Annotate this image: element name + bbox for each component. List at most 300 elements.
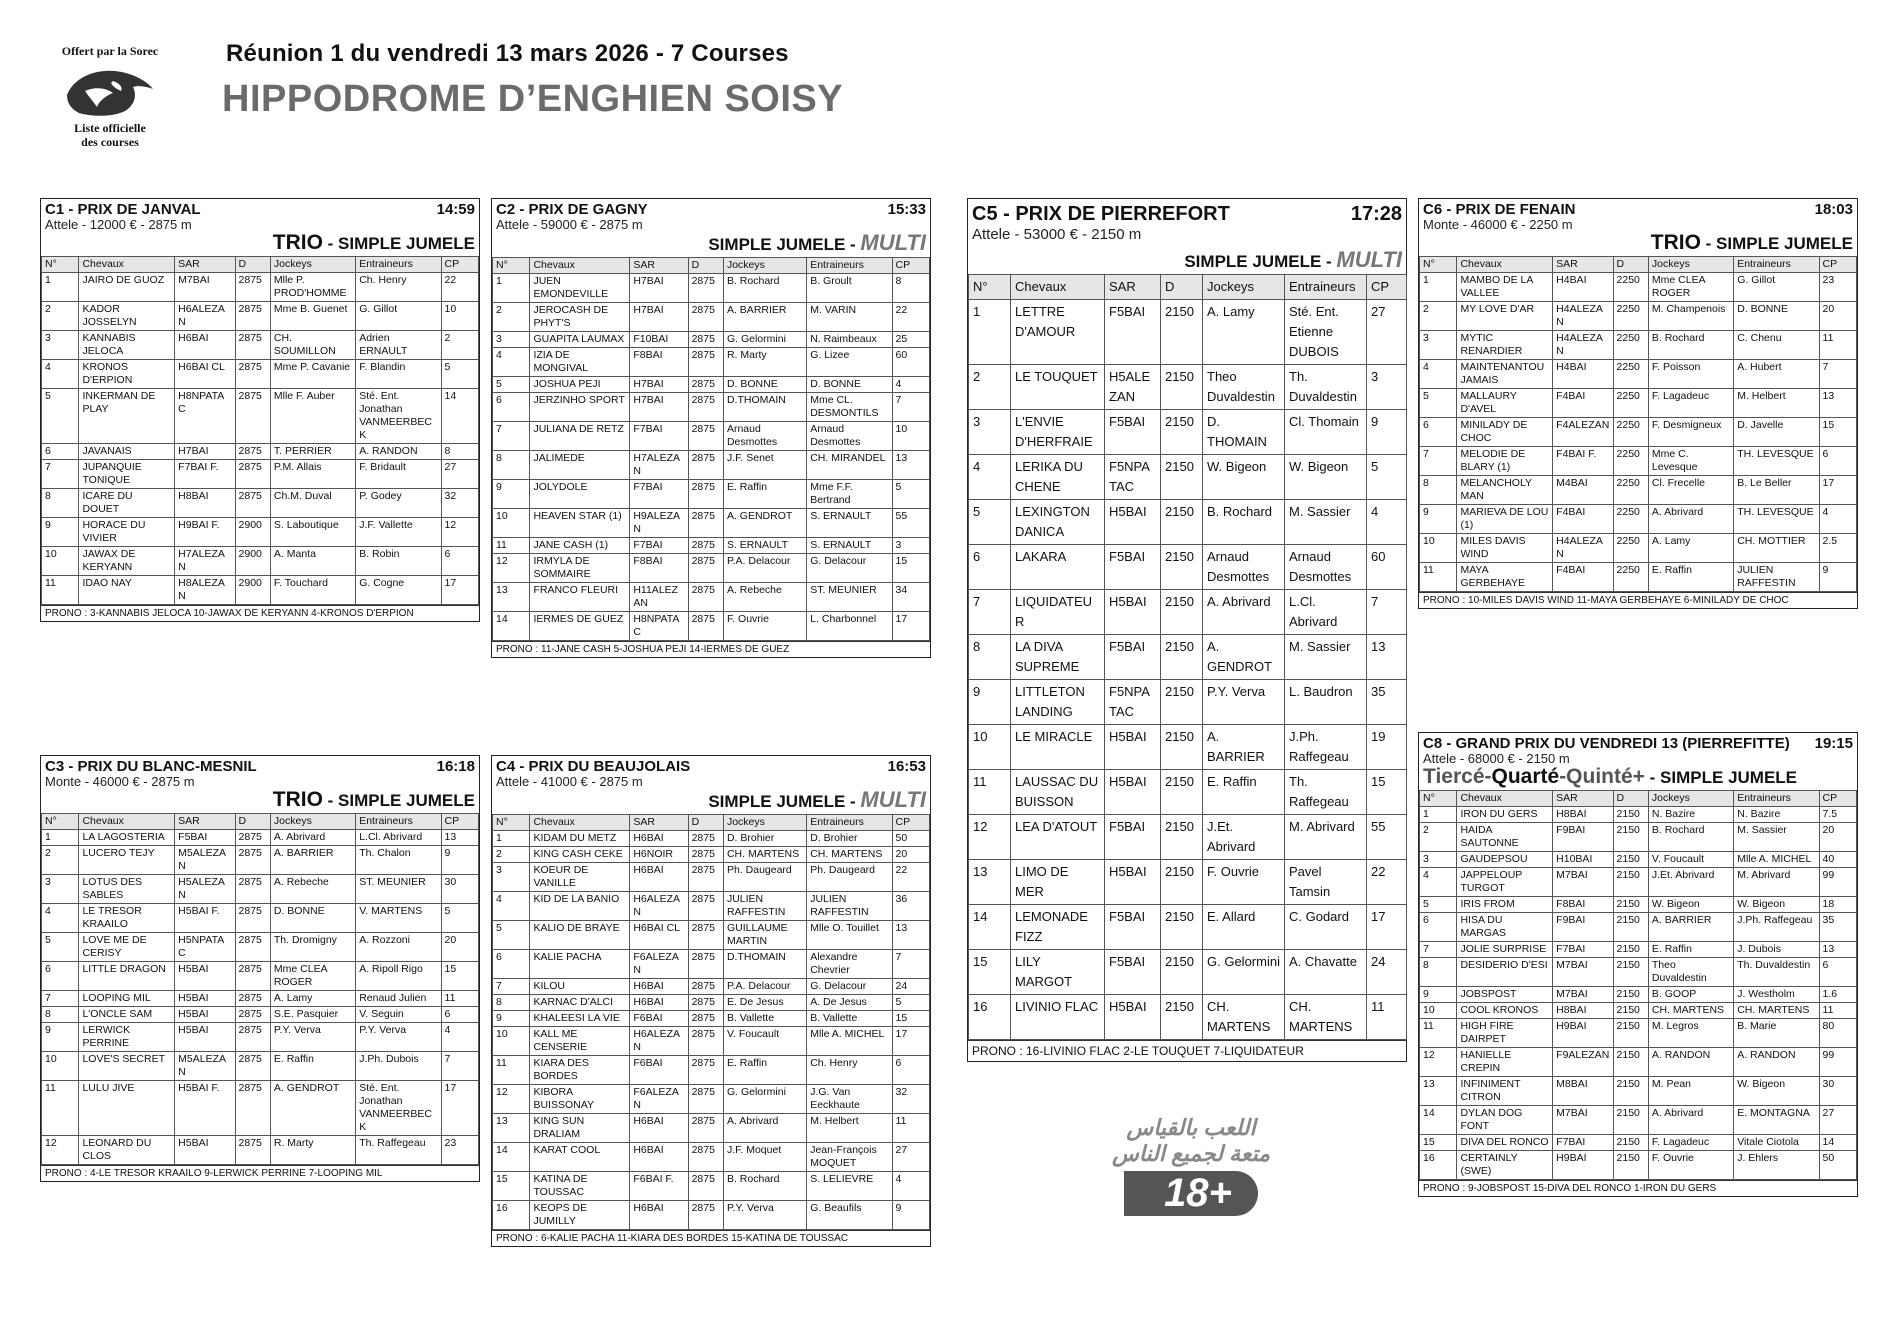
cell-horse: KRONOS D'ERPION xyxy=(79,360,175,389)
cell-sar: H6BAI xyxy=(630,1201,688,1230)
cell-jockey: A. Abrivard xyxy=(1203,590,1285,635)
cell-horse: KIBORA BUISSONAY xyxy=(530,1085,630,1114)
table-body xyxy=(493,831,930,1230)
cell-num: 12 xyxy=(1420,1048,1457,1077)
cell-trainer: Arnaud Desmottes xyxy=(1285,545,1367,590)
cell-cp: 20 xyxy=(441,933,478,962)
race-card-c1 xyxy=(40,198,480,622)
cell-num: 1 xyxy=(1420,273,1457,302)
cell-dist: 2875 xyxy=(688,921,723,950)
cell-num: 1 xyxy=(1420,807,1457,823)
cell-jockey: Mlle F. Auber xyxy=(270,389,355,444)
cell-sar: H6BAI xyxy=(175,331,235,360)
logo-bottom-text-2: des courses xyxy=(81,135,139,149)
cell-horse: L'ENVIE D'HERFRAIE xyxy=(1011,410,1105,455)
cell-jockey: G. Gelormini xyxy=(723,332,806,348)
cell-jockey: F. Ouvrie xyxy=(1648,1151,1733,1180)
cell-horse: DIVA DEL RONCO xyxy=(1457,1135,1553,1151)
cell-num: 3 xyxy=(42,331,79,360)
col-header-dist: D xyxy=(235,257,270,273)
cell-trainer: Sté. Ent. Etienne DUBOIS xyxy=(1285,300,1367,365)
cell-sar: H6BAI xyxy=(630,995,688,1011)
race-card-c8 xyxy=(1418,732,1858,1197)
cell-trainer: J.F. Vallette xyxy=(356,518,441,547)
cell-cp: 22 xyxy=(892,303,929,332)
cell-num: 7 xyxy=(493,422,530,451)
cell-cp: 17 xyxy=(892,612,929,641)
cell-horse: MELANCHOLY MAN xyxy=(1457,476,1553,505)
cell-sar: H4ALEZAN xyxy=(1553,534,1613,563)
cell-horse: LOVE ME DE CERISY xyxy=(79,933,175,962)
cell-jockey: Mme CLEA ROGER xyxy=(270,962,355,991)
cell-horse: MINILADY DE CHOC xyxy=(1457,418,1553,447)
cell-horse: KALL ME CENSERIE xyxy=(530,1027,630,1056)
cell-cp: 15 xyxy=(1819,418,1856,447)
cell-sar: H4ALEZAN xyxy=(1553,302,1613,331)
cell-cp: 13 xyxy=(1367,635,1407,680)
cell-dist: 2900 xyxy=(235,518,270,547)
cell-jockey: R. Marty xyxy=(723,348,806,377)
cell-horse: JANE CASH (1) xyxy=(530,538,630,554)
cell-sar: H6ALEZAN xyxy=(175,302,235,331)
cell-jockey: D.THOMAIN xyxy=(723,950,806,979)
cell-dist: 2150 xyxy=(1161,680,1203,725)
cell-cp: 55 xyxy=(892,509,929,538)
cell-sar: F5NPATAC xyxy=(1105,680,1161,725)
bet-main: SIMPLE JUMELE - xyxy=(708,792,861,811)
cell-trainer: C. Godard xyxy=(1285,905,1367,950)
cell-sar: F8BAI xyxy=(630,554,688,583)
cell-num: 6 xyxy=(493,950,530,979)
table-row xyxy=(493,1011,930,1027)
cell-horse: KIARA DES BORDES xyxy=(530,1056,630,1085)
cell-cp: 80 xyxy=(1819,1019,1856,1048)
cell-horse: IDAO NAY xyxy=(79,576,175,605)
cell-horse: JAVANAIS xyxy=(79,444,175,460)
bet-main: TRIO xyxy=(272,231,323,254)
cell-num: 11 xyxy=(42,1081,79,1136)
table-row xyxy=(1420,897,1857,913)
cell-trainer: Sté. Ent. Jonathan VANMEERBECK xyxy=(356,1081,441,1136)
table-row xyxy=(493,1201,930,1230)
cell-jockey: W. Bigeon xyxy=(1203,455,1285,500)
cell-num: 10 xyxy=(1420,1003,1457,1019)
cell-trainer: Adrien ERNAULT xyxy=(356,331,441,360)
cell-trainer: F. Blandin xyxy=(356,360,441,389)
cell-sar: H4BAI xyxy=(1553,360,1613,389)
cell-dist: 2250 xyxy=(1613,418,1648,447)
cell-jockey: A. GENDROT xyxy=(1203,635,1285,680)
cell-horse: MARIEVA DE LOU (1) xyxy=(1457,505,1553,534)
cell-dist: 2150 xyxy=(1613,1151,1648,1180)
cell-horse: LEMONADE FIZZ xyxy=(1011,905,1105,950)
col-header-sar: SAR xyxy=(1553,257,1613,273)
cell-trainer: A. Rozzoni xyxy=(356,933,441,962)
cell-num: 13 xyxy=(493,1114,530,1143)
race-time: 18:03 xyxy=(1814,201,1853,218)
cell-trainer: N. Bazire xyxy=(1734,807,1819,823)
cell-num: 2 xyxy=(1420,823,1457,852)
logo-bottom-text-1: Liste officielle xyxy=(74,121,146,135)
table-row xyxy=(493,979,930,995)
cell-trainer: B. Le Beller xyxy=(1734,476,1819,505)
cell-horse: JEROCASH DE PHYT'S xyxy=(530,303,630,332)
cell-sar: H7BAI xyxy=(630,303,688,332)
cell-dist: 2875 xyxy=(688,1114,723,1143)
cell-horse: KALIO DE BRAYE xyxy=(530,921,630,950)
cell-dist: 2875 xyxy=(688,612,723,641)
cell-jockey: M. Pean xyxy=(1648,1077,1733,1106)
table-row xyxy=(969,365,1407,410)
table-row xyxy=(493,554,930,583)
cell-cp: 60 xyxy=(892,348,929,377)
cell-cp: 27 xyxy=(441,460,478,489)
cell-dist: 2875 xyxy=(688,847,723,863)
cell-horse: JALIMEDE xyxy=(530,451,630,480)
cell-dist: 2150 xyxy=(1613,1077,1648,1106)
prono: PRONO : 6-KALIE PACHA 11-KIARA DES BORDES 15-KATINA DE TOUSSAC xyxy=(492,1230,930,1246)
table-row xyxy=(42,1081,479,1136)
cell-trainer: G. Beaufils xyxy=(807,1201,892,1230)
table-row xyxy=(969,725,1407,770)
cell-trainer: G. Gillot xyxy=(356,302,441,331)
table-row xyxy=(493,831,930,847)
cell-horse: ICARE DU DOUET xyxy=(79,489,175,518)
cell-horse: MELODIE DE BLARY (1) xyxy=(1457,447,1553,476)
cell-dist: 2875 xyxy=(688,950,723,979)
cell-horse: LETTRE D'AMOUR xyxy=(1011,300,1105,365)
cell-cp: 17 xyxy=(892,1027,929,1056)
table-row xyxy=(493,1027,930,1056)
cell-horse: JUPANQUIE TONIQUE xyxy=(79,460,175,489)
cell-num: 9 xyxy=(1420,987,1457,1003)
cell-dist: 2150 xyxy=(1613,1106,1648,1135)
cell-jockey: A. Lamy xyxy=(1648,534,1733,563)
cell-horse: DYLAN DOG FONT xyxy=(1457,1106,1553,1135)
cell-jockey: B. Rochard xyxy=(1648,823,1733,852)
cell-dist: 2875 xyxy=(688,979,723,995)
cell-jockey: B. Rochard xyxy=(723,274,806,303)
cell-sar: H6BAI xyxy=(630,979,688,995)
cell-sar: F6BAI xyxy=(630,1011,688,1027)
cell-jockey: B. Rochard xyxy=(1648,331,1733,360)
cell-cp: 35 xyxy=(1819,913,1856,942)
col-header-trainer: Entraineurs xyxy=(1285,275,1367,300)
cell-num: 10 xyxy=(42,1052,79,1081)
col-header-trainer: Entraineurs xyxy=(807,815,892,831)
cell-dist: 2875 xyxy=(688,1201,723,1230)
cell-cp: 7 xyxy=(892,950,929,979)
table-row xyxy=(493,422,930,451)
cell-cp: 5 xyxy=(892,995,929,1011)
cell-num: 1 xyxy=(493,274,530,303)
cell-dist: 2150 xyxy=(1613,807,1648,823)
cell-cp: 20 xyxy=(1819,823,1856,852)
cell-jockey: P.Y. Verva xyxy=(270,1023,355,1052)
cell-jockey: T. PERRIER xyxy=(270,444,355,460)
cell-num: 13 xyxy=(1420,1077,1457,1106)
cell-jockey: B. GOOP xyxy=(1648,987,1733,1003)
cell-dist: 2875 xyxy=(235,962,270,991)
cell-num: 10 xyxy=(42,547,79,576)
cell-dist: 2875 xyxy=(235,830,270,846)
cell-sar: H9BAI F. xyxy=(175,518,235,547)
cell-trainer: Ch. Henry xyxy=(807,1056,892,1085)
cell-dist: 2875 xyxy=(688,393,723,422)
bet-types xyxy=(1423,232,1853,256)
cell-sar: H8ALEZAN xyxy=(175,576,235,605)
cell-jockey: Mme B. Guenet xyxy=(270,302,355,331)
cell-cp: 15 xyxy=(892,1011,929,1027)
race-title: C1 - PRIX DE JANVAL xyxy=(45,201,201,218)
race-card-c5 xyxy=(967,198,1407,1062)
table-row xyxy=(42,460,479,489)
race-card-c3 xyxy=(40,755,480,1182)
cell-trainer: M. Sassier xyxy=(1285,635,1367,680)
cell-trainer: CH. MARTENS xyxy=(1734,1003,1819,1019)
cell-sar: F7BAI xyxy=(1553,942,1613,958)
race-time: 16:18 xyxy=(436,758,475,775)
cell-jockey: J.F. Moquet xyxy=(723,1143,806,1172)
cell-num: 4 xyxy=(493,348,530,377)
race-title: C5 - PRIX DE PIERREFORT xyxy=(972,203,1230,225)
cell-jockey: F. Poisson xyxy=(1648,360,1733,389)
cell-dist: 2250 xyxy=(1613,476,1648,505)
cell-dist: 2150 xyxy=(1161,860,1203,905)
cell-dist: 2150 xyxy=(1613,942,1648,958)
cell-sar: H5BAI xyxy=(1105,770,1161,815)
cell-dist: 2875 xyxy=(235,846,270,875)
table-row xyxy=(1420,823,1857,852)
cell-num: 1 xyxy=(969,300,1011,365)
cell-jockey: P.M. Allais xyxy=(270,460,355,489)
cell-cp: 11 xyxy=(892,1114,929,1143)
table-row xyxy=(969,770,1407,815)
table-row xyxy=(42,1136,479,1165)
cell-dist: 2875 xyxy=(688,831,723,847)
cell-trainer: CH. MARTENS xyxy=(807,847,892,863)
cell-trainer: V. Seguin xyxy=(356,1007,441,1023)
cell-dist: 2150 xyxy=(1161,905,1203,950)
cell-trainer: TH. LEVESQUE xyxy=(1734,505,1819,534)
table-row xyxy=(1420,273,1857,302)
cell-num: 3 xyxy=(493,863,530,892)
cell-sar: F4BAI xyxy=(1553,389,1613,418)
cell-cp: 27 xyxy=(892,1143,929,1172)
cell-cp: 11 xyxy=(1367,995,1407,1040)
cell-cp: 9 xyxy=(1819,563,1856,592)
cell-sar: H6BAI CL xyxy=(175,360,235,389)
cell-trainer: N. Raimbeaux xyxy=(807,332,892,348)
cell-num: 8 xyxy=(493,451,530,480)
cell-cp: 9 xyxy=(441,846,478,875)
cell-cp: 6 xyxy=(441,547,478,576)
cell-num: 15 xyxy=(493,1172,530,1201)
cell-cp: 20 xyxy=(892,847,929,863)
cell-jockey: A. Abrivard xyxy=(1648,505,1733,534)
cell-horse: HAIDA SAUTONNE xyxy=(1457,823,1553,852)
table-row xyxy=(42,518,479,547)
cell-trainer: M. Abrivard xyxy=(1285,815,1367,860)
cell-jockey: N. Bazire xyxy=(1648,807,1733,823)
cell-horse: IRON DU GERS xyxy=(1457,807,1553,823)
cell-trainer: Jean-François MOQUET xyxy=(807,1143,892,1172)
col-header-trainer: Entraineurs xyxy=(356,257,441,273)
cell-num: 15 xyxy=(1420,1135,1457,1151)
cell-dist: 2875 xyxy=(688,1085,723,1114)
cell-horse: IZIA DE MONGIVAL xyxy=(530,348,630,377)
cell-horse: LERWICK PERRINE xyxy=(79,1023,175,1052)
cell-trainer: B. Groult xyxy=(807,274,892,303)
cell-num: 3 xyxy=(42,875,79,904)
bet-multi: MULTI xyxy=(1336,247,1402,272)
cell-dist: 2875 xyxy=(688,1056,723,1085)
race-time: 14:59 xyxy=(436,201,475,218)
cell-trainer: Mlle A. MICHEL xyxy=(1734,852,1819,868)
race-time: 15:33 xyxy=(887,201,926,218)
cell-sar: H5NPATAC xyxy=(175,933,235,962)
cell-dist: 2150 xyxy=(1161,770,1203,815)
cell-sar: H8BAI xyxy=(1553,1003,1613,1019)
cell-jockey: A. RANDON xyxy=(1648,1048,1733,1077)
cell-num: 13 xyxy=(969,860,1011,905)
cell-sar: H9BAI xyxy=(1553,1019,1613,1048)
table-row xyxy=(42,360,479,389)
ad-line-1: اللعب بالقياس xyxy=(1126,1115,1256,1140)
cell-jockey: J.Et. Abrivard xyxy=(1648,868,1733,897)
cell-sar: H5BAI xyxy=(175,1007,235,1023)
table-row xyxy=(969,635,1407,680)
cell-trainer: ST. MEUNIER xyxy=(356,875,441,904)
cell-horse: MAINTENANTOU JAMAIS xyxy=(1457,360,1553,389)
cell-dist: 2875 xyxy=(688,1027,723,1056)
cell-jockey: A. BARRIER xyxy=(1203,725,1285,770)
cell-jockey: Mme CLEA ROGER xyxy=(1648,273,1733,302)
col-header-num: N° xyxy=(493,815,530,831)
cell-sar: F5BAI xyxy=(1105,815,1161,860)
cell-dist: 2875 xyxy=(688,451,723,480)
table-row xyxy=(1420,958,1857,987)
cell-num: 5 xyxy=(1420,897,1457,913)
col-header-sar: SAR xyxy=(630,258,688,274)
table-row xyxy=(493,509,930,538)
cell-trainer: Arnaud Desmottes xyxy=(807,422,892,451)
col-header-sar: SAR xyxy=(630,815,688,831)
cell-cp: 55 xyxy=(1367,815,1407,860)
table-row xyxy=(493,863,930,892)
cell-num: 9 xyxy=(969,680,1011,725)
cell-horse: JOLIE SURPRISE xyxy=(1457,942,1553,958)
table-row xyxy=(42,904,479,933)
cell-sar: F5BAI xyxy=(1105,905,1161,950)
runners-table xyxy=(41,813,479,1165)
cell-dist: 2875 xyxy=(688,1143,723,1172)
cell-sar: H5ALEZAN xyxy=(1105,365,1161,410)
table-body xyxy=(493,274,930,641)
cell-cp: 13 xyxy=(1819,942,1856,958)
bet-main: SIMPLE JUMELE - xyxy=(1184,252,1337,271)
col-header-cp: CP xyxy=(441,257,478,273)
cell-num: 6 xyxy=(42,962,79,991)
runners-table xyxy=(41,256,479,605)
cell-horse: KADOR JOSSELYN xyxy=(79,302,175,331)
table-row xyxy=(1420,563,1857,592)
cell-dist: 2150 xyxy=(1161,545,1203,590)
col-header-num: N° xyxy=(969,275,1011,300)
cell-num: 8 xyxy=(42,1007,79,1023)
table-row xyxy=(42,331,479,360)
col-header-horse: Chevaux xyxy=(530,258,630,274)
cell-trainer: Mlle O. Touillet xyxy=(807,921,892,950)
cell-num: 14 xyxy=(1420,1106,1457,1135)
table-header xyxy=(42,814,479,830)
cell-jockey: S.E. Pasquier xyxy=(270,1007,355,1023)
cell-trainer: L. Baudron xyxy=(1285,680,1367,725)
race-info: Attele - 59000 € - 2875 m xyxy=(496,217,643,232)
race-card-c4 xyxy=(491,755,931,1247)
cell-sar: F5BAI xyxy=(1105,300,1161,365)
cell-horse: L'ONCLE SAM xyxy=(79,1007,175,1023)
bet-sub: - SIMPLE JUMELE xyxy=(1644,768,1798,787)
table-row xyxy=(969,680,1407,725)
cell-num: 15 xyxy=(969,950,1011,995)
table-row xyxy=(42,302,479,331)
table-row xyxy=(493,921,930,950)
racecourse-name: HIPPODROME D’ENGHIEN SOISY xyxy=(222,78,844,120)
col-header-trainer: Entraineurs xyxy=(356,814,441,830)
cell-dist: 2875 xyxy=(235,1081,270,1136)
cell-trainer: M. Helbert xyxy=(807,1114,892,1143)
cell-horse: LUCERO TEJY xyxy=(79,846,175,875)
cell-sar: F6BAI F. xyxy=(630,1172,688,1201)
cell-num: 3 xyxy=(493,332,530,348)
cell-sar: H8BAI xyxy=(175,489,235,518)
col-header-cp: CP xyxy=(892,815,929,831)
table-row xyxy=(493,480,930,509)
cell-cp: 4 xyxy=(892,1172,929,1201)
cell-horse: KARAT COOL xyxy=(530,1143,630,1172)
cell-trainer: M. Abrivard xyxy=(1734,868,1819,897)
cell-horse: JULIANA DE RETZ xyxy=(530,422,630,451)
cell-dist: 2875 xyxy=(688,377,723,393)
col-header-jockey: Jockeys xyxy=(1648,257,1733,273)
cell-dist: 2875 xyxy=(235,991,270,1007)
cell-cp: 5 xyxy=(1367,455,1407,500)
cell-dist: 2250 xyxy=(1613,389,1648,418)
cell-sar: F10BAI xyxy=(630,332,688,348)
cell-num: 8 xyxy=(1420,476,1457,505)
cell-dist: 2150 xyxy=(1161,410,1203,455)
cell-num: 2 xyxy=(493,847,530,863)
cell-jockey: A. BARRIER xyxy=(270,846,355,875)
cell-sar: H5BAI xyxy=(175,1136,235,1165)
cell-horse: KHALEESI LA VIE xyxy=(530,1011,630,1027)
cell-num: 5 xyxy=(493,921,530,950)
cell-sar: H5BAI xyxy=(1105,725,1161,770)
cell-trainer: A. Hubert xyxy=(1734,360,1819,389)
cell-num: 12 xyxy=(42,1136,79,1165)
cell-sar: H9ALEZAN xyxy=(630,509,688,538)
cell-horse: JOSHUA PEJI xyxy=(530,377,630,393)
cell-jockey: Arnaud Desmottes xyxy=(723,422,806,451)
cell-horse: HISA DU MARGAS xyxy=(1457,913,1553,942)
cell-cp: 40 xyxy=(1819,852,1856,868)
cell-dist: 2875 xyxy=(235,389,270,444)
cell-jockey: F. Lagadeuc xyxy=(1648,389,1733,418)
cell-sar: H5BAI xyxy=(1105,860,1161,905)
table-row xyxy=(969,410,1407,455)
cell-horse: LITTLETON LANDING xyxy=(1011,680,1105,725)
